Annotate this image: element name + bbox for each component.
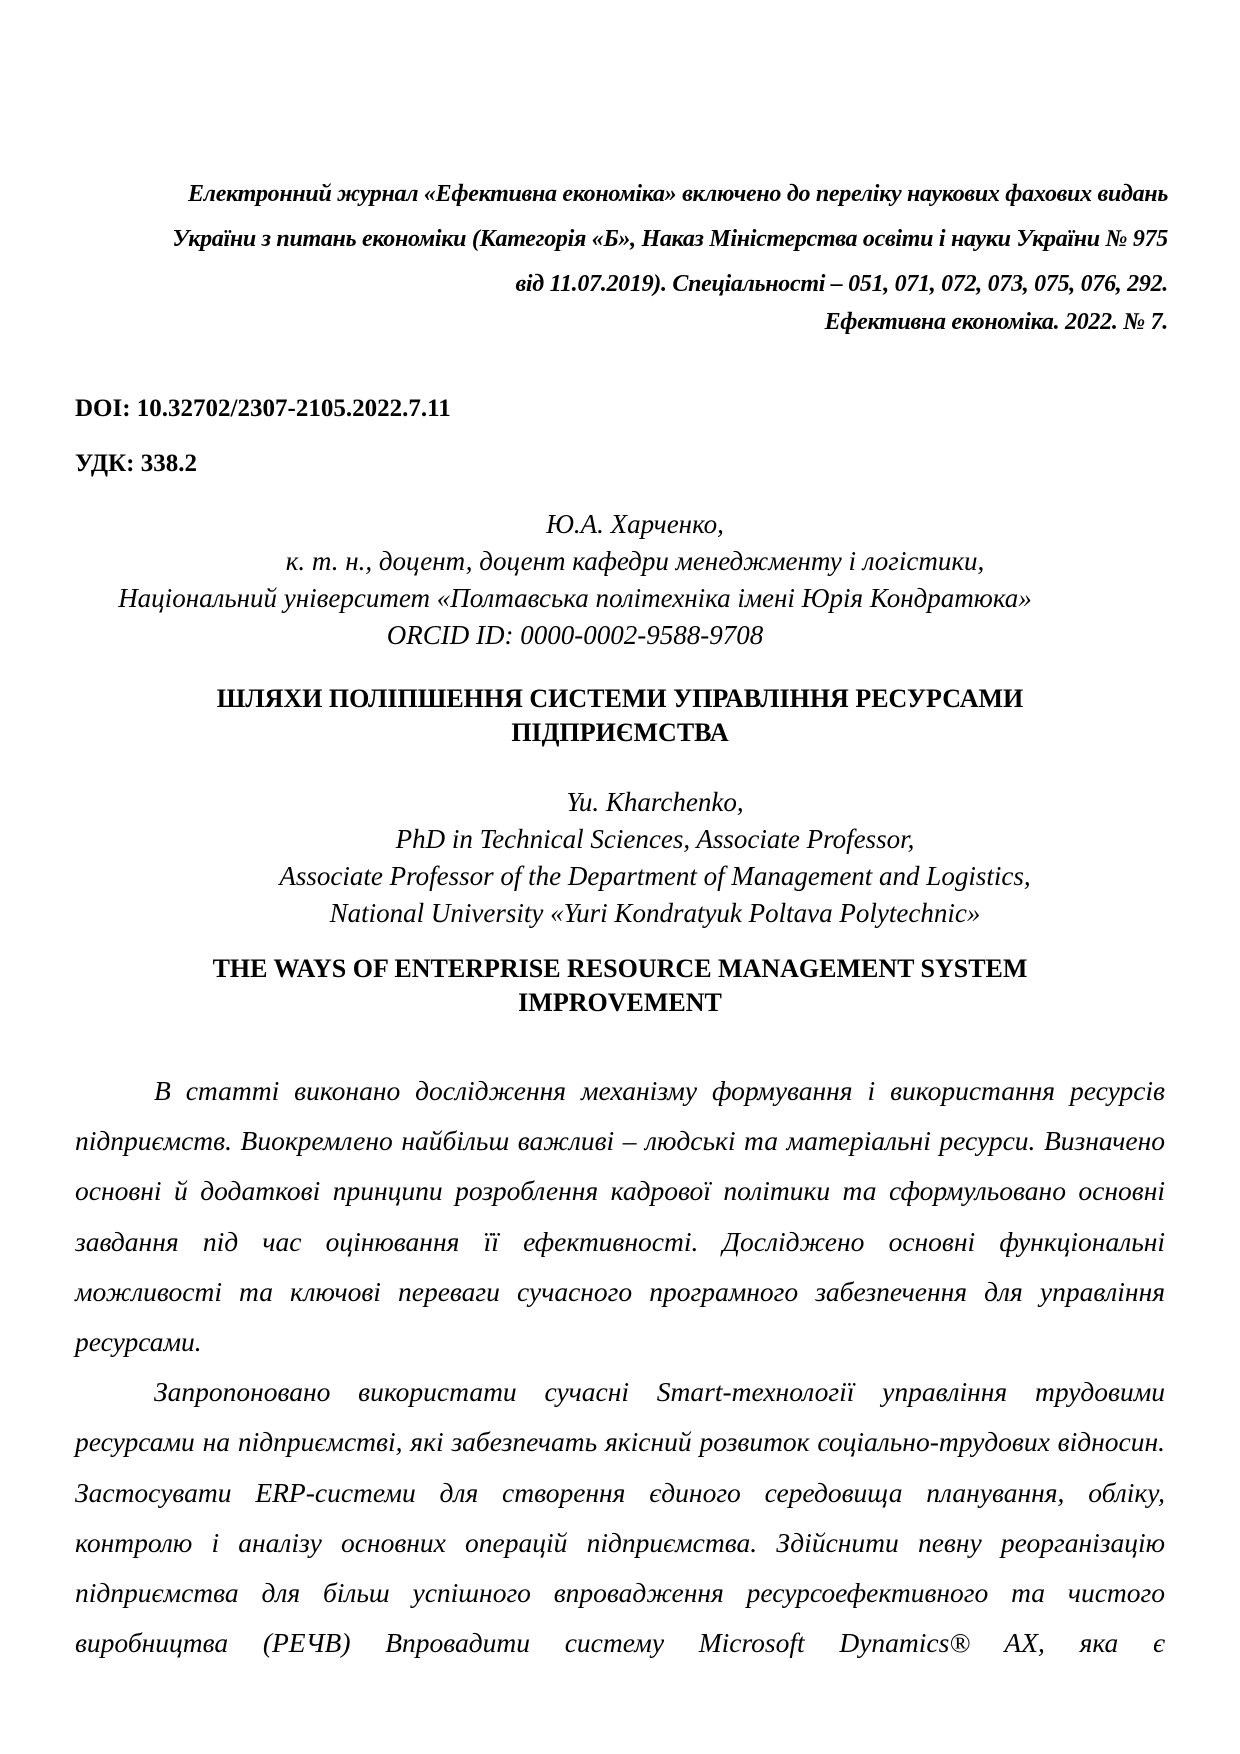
author-en-position: Associate Professor of the Department of Management and Logistics, [279, 861, 1031, 891]
author-en-degree: PhD in Technical Sciences, Associate Professor, [395, 824, 915, 854]
journal-issue: Ефективна економіка. 2022. № 7. [824, 309, 1168, 335]
author-en [75, 784, 1165, 932]
author-ua-position: к. т. н., доцент, доцент кафедри менеджменту і логістики, [285, 546, 985, 576]
author-en-name: Yu. Kharchenko, [566, 787, 744, 817]
title-ua-line: ШЛЯХИ ПОЛІПШЕННЯ СИСТЕМИ УПРАВЛІННЯ РЕСУРСАМИ [216, 684, 1024, 713]
udc: УДК: 338.2 [75, 450, 197, 477]
title-ua-line: ПІДПРИЄМСТВА [511, 718, 729, 747]
title-en [75, 952, 1165, 1020]
abstract [75, 1066, 1165, 1668]
abstract-paragraph: Запропоновано використати сучасні Smart-технології управління трудовими ресурсами на підприємстві, які забезпечать якісний розвиток соціально-трудових відносин. Застосувати ERP-системи для створення єдиного середовища планування, обліку, контролю і аналізу основних операцій підприємства. Здійснити певну реорганізацію підприємства для більш успішного впровадження ресурсоефективного та чистого виробництва (РЕЧВ) Впровадити систему Microsoft Dynamics® AX, яка є [75, 1376, 1165, 1659]
abstract-paragraph: В статті виконано дослідження механізму формування і використання ресурсів підприємств. Виокремлено найбільш важливі – людські та матеріальні ресурси. Визначено основні й додаткові принципи розроблення кадрової політики та сформульовано основні завдання під час оцінювання її ефективності. Досліджено основні функціональні можливості та ключові переваги сучасного програмного забезпечення для управління ресурсами. [75, 1075, 1165, 1358]
author-ua [75, 506, 1165, 654]
journal-header [68, 172, 1168, 345]
title-ua [75, 682, 1165, 750]
title-en-line: THE WAYS OF ENTERPRISE RESOURCE MANAGEMENT SYSTEM [212, 954, 1028, 983]
journal-header-line: України з питань економіки (Категорія «Б», Наказ Міністерства освіти і науки України № 975 [172, 226, 1168, 252]
author-ua-name: Ю.А. Харченко, [546, 509, 724, 539]
journal-header-line: від 11.07.2019). Спеціальності – 051, 071, 072, 073, 075, 076, 292. [515, 271, 1168, 297]
author-en-affiliation: National University «Yuri Kondratyuk Poltava Polytechnic» [329, 898, 981, 928]
author-ua-orcid: ORCID ID: 0000-0002-9588-9708 [386, 620, 764, 650]
author-ua-affiliation: Національний університет «Полтавська політехніка імені Юрія Кондратюка» [118, 583, 1032, 613]
journal-header-line: Електронний журнал «Ефективна економіка» включено до переліку наукових фахових видань [187, 181, 1168, 207]
title-en-line: IMPROVEMENT [518, 988, 722, 1017]
doi: DOI: 10.32702/2307-2105.2022.7.11 [75, 395, 451, 422]
